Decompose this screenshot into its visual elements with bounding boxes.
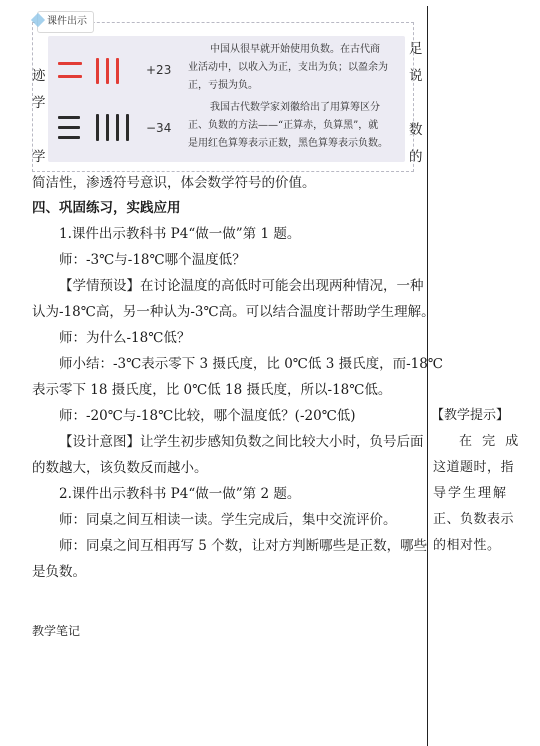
sidebar-line: 导学生理解 <box>433 486 509 501</box>
body-line: 师：-3℃与-18℃哪个温度低？ <box>59 252 246 268</box>
popup-text-line: 正，亏损为负。 <box>188 80 258 91</box>
value-negative: −34 <box>146 121 172 135</box>
body-line: 师：-20℃与-18℃比较，哪个温度低？(-20℃低) <box>59 408 356 424</box>
body-line: 师：同桌之间互相再写 5 个数，让对方判断哪些是正数，哪些 <box>59 538 428 554</box>
body-line: 2.课件出示教科书 P4“做一做”第 2 题。 <box>59 486 301 502</box>
behind-text: 学 <box>32 95 46 111</box>
body-line: 【设计意图】让学生初步感知负数之间比较大小时，负号后面 <box>59 434 424 450</box>
sidebar-title: 【教学提示】 <box>431 408 510 423</box>
behind-text: 数 <box>409 122 423 138</box>
body-line: 的数越大，该负数反而越小。 <box>32 460 208 476</box>
column-divider <box>427 6 428 746</box>
body-line: 1.课件出示教科书 P4“做一做”第 1 题。 <box>59 226 301 242</box>
behind-text: 足 <box>409 41 423 57</box>
popup-text-line: 我国古代数学家刘徽给出了用算筹区分 <box>210 102 380 113</box>
behind-text: 学 <box>32 149 46 165</box>
body-line: 师小结：-3℃表示零下 3 摄氏度，比 0℃低 3 摄氏度，而-18℃ <box>59 356 443 372</box>
popup-text-line: 中国从很早就开始使用负数。在古代商 <box>210 44 380 55</box>
sidebar-line: 在 完 成 <box>459 434 522 449</box>
body-line: 表示零下 18 摄氏度，比 0℃低 18 摄氏度，所以-18℃低。 <box>32 382 392 398</box>
body-line: 简洁性，渗透符号意识，体会数学符号的价值。 <box>32 175 316 191</box>
sidebar-line: 的相对性。 <box>433 538 501 553</box>
teaching-notes-label: 教学笔记 <box>32 624 81 638</box>
value-positive: +23 <box>146 63 172 77</box>
behind-text: 说 <box>409 68 423 84</box>
behind-text: 的 <box>409 149 423 165</box>
section-heading: 四、巩固练习，实践应用 <box>32 200 181 216</box>
body-line: 师：同桌之间互相读一读。学生完成后，集中交流评价。 <box>59 512 397 528</box>
body-line: 【学情预设】在讨论温度的高低时可能会出现两种情况，一种 <box>59 278 424 294</box>
body-line: 是负数。 <box>32 564 86 580</box>
body-line: 认为-18℃高，另一种认为-3℃高。可以结合温度计帮助学生理解。 <box>32 304 435 320</box>
popup-text-line: 是用红色算筹表示正数，黑色算筹表示负数。 <box>188 138 388 149</box>
popup-text-line: 业活动中，以收入为正，支出为负；以盈余为 <box>188 62 388 73</box>
courseware-tag: 课件出示 <box>37 11 94 33</box>
behind-text: 迹 <box>32 68 46 84</box>
popup-text-line: 正、负数的方法——“正算赤，负算黑”，就 <box>188 120 379 131</box>
sidebar-line: 正、负数表示 <box>433 512 515 527</box>
sidebar-line: 这道题时，指 <box>433 460 515 475</box>
body-line: 师：为什么-18℃低？ <box>59 330 191 346</box>
